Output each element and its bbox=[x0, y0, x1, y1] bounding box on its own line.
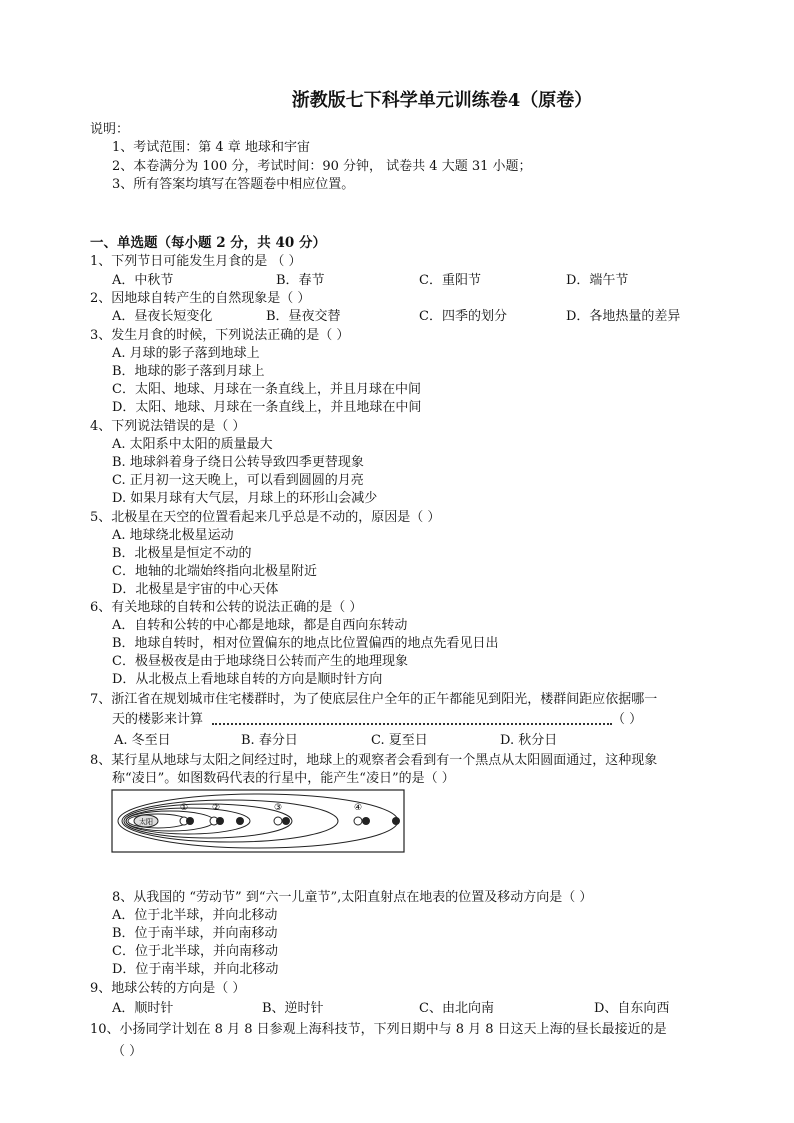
option: D．从北极点上看地球自转的方向是顺时针方向 bbox=[112, 672, 383, 687]
option: C．重阳节 bbox=[419, 273, 481, 288]
sun-label: 太阳 bbox=[139, 818, 153, 826]
planet-icon bbox=[216, 817, 224, 825]
option: A．昼夜长短变化 bbox=[112, 309, 213, 324]
option: B. 地球斜着身子绕日公转导致四季更替现象 bbox=[112, 455, 364, 470]
option: C．极昼极夜是由于地球绕日公转而产生的地理现象 bbox=[112, 654, 408, 669]
option: A．中秋节 bbox=[112, 273, 174, 288]
answer-paren: （ ） bbox=[612, 712, 643, 727]
question-stem: 8、某行星从地球与太阳之间经过时，地球上的观察者会看到有一个黑点从太阳圆面通过，这种现象 bbox=[90, 753, 658, 768]
question-stem: 10、小扬同学计划在 8 月 8 日参观上海科技节，下列日期中与 8 月 8 日这天上海的昼长最接近的是 bbox=[90, 1022, 667, 1037]
planet-number: ④ bbox=[353, 803, 363, 813]
question-stem: 8、从我国的 “劳动节” 到“六一儿童节”,太阳直射点在地表的位置及移动方向是（ ） bbox=[112, 890, 593, 905]
answer-paren: （ ） bbox=[112, 1044, 143, 1059]
option: D. 如果月球有大气层，月球上的环形山会减少 bbox=[112, 491, 378, 506]
option: B．地球自转时，相对位置偏东的地点比位置偏西的地点先看见日出 bbox=[112, 636, 499, 651]
solar-system-figure bbox=[110, 788, 406, 854]
option: C. 正月初一这天晚上，可以看到圆圆的月亮 bbox=[112, 473, 364, 488]
planet-icon bbox=[236, 817, 244, 825]
section-heading: 一、单选题（每小题 2 分，共 40 分） bbox=[90, 235, 326, 251]
question-stem: 2、因地球自转产生的自然现象是（ ） bbox=[90, 291, 311, 306]
option: C．太阳、地球、月球在一条直线上，并且月球在中间 bbox=[112, 382, 421, 397]
option: C．地轴的北端始终指向北极星附近 bbox=[112, 564, 317, 579]
option: C．位于北半球，并向南移动 bbox=[112, 944, 278, 959]
question-stem: 5、北极星在天空的位置看起来几乎总是不动的，原因是（ ） bbox=[90, 510, 441, 525]
planet-icon bbox=[354, 817, 362, 825]
question-stem: 3、发生月食的时候，下列说法正确的是（ ） bbox=[90, 328, 350, 343]
option: B．昼夜交替 bbox=[266, 309, 341, 324]
option: B．位于南半球，并向南移动 bbox=[112, 926, 278, 941]
option: D．端午节 bbox=[566, 273, 629, 288]
planet-icon bbox=[274, 817, 282, 825]
note-item: 3、所有答案均填写在答题卷中相应位置。 bbox=[112, 177, 355, 192]
question-stem: 1、下列节日可能发生月食的是 （ ） bbox=[90, 254, 302, 269]
option: B．春节 bbox=[276, 273, 325, 288]
option: D．太阳、地球、月球在一条直线上，并且地球在中间 bbox=[112, 400, 422, 415]
planet-icon bbox=[362, 817, 370, 825]
question-stem: 9、地球公转的方向是（ ） bbox=[90, 981, 246, 996]
option: B．地球的影子落到月球上 bbox=[112, 364, 265, 379]
option: A. 月球的影子落到地球上 bbox=[112, 346, 260, 361]
option: D．北极星是宇宙的中心天体 bbox=[112, 582, 279, 597]
option: B. 春分日 bbox=[241, 733, 298, 748]
option: C．四季的划分 bbox=[419, 309, 507, 324]
option: A．顺时针 bbox=[112, 1001, 174, 1016]
question-stem: 6、有关地球的自转和公转的说法正确的是（ ） bbox=[90, 600, 363, 615]
page-title: 浙教版七下科学单元训练卷4（原卷） bbox=[291, 90, 593, 111]
option: A. 太阳系中太阳的质量最大 bbox=[112, 437, 273, 452]
option: A．自转和公转的中心都是地球，都是自西向东转动 bbox=[112, 618, 408, 633]
option: A. 冬至日 bbox=[114, 733, 171, 748]
question-stem-cont: 称“凌日”。如图数码代表的行星中，能产生“凌日”的是（ ） bbox=[112, 771, 455, 786]
question-stem-cont: 天的楼影来计算 bbox=[112, 712, 204, 727]
note-item: 2、本卷满分为 100 分，考试时间：90 分钟， 试卷共 4 大题 31 小题； bbox=[112, 159, 532, 174]
option: D．位于南半球，并向北移动 bbox=[112, 962, 279, 977]
planet-number: ③ bbox=[273, 803, 283, 813]
option: D、自东向西 bbox=[594, 1001, 670, 1016]
option: D. 秋分日 bbox=[500, 733, 558, 748]
planet-icon bbox=[186, 817, 194, 825]
option: A．位于北半球，并向北移动 bbox=[112, 908, 278, 923]
option: C、由北向南 bbox=[419, 1001, 494, 1016]
option: A. 地球绕北极星运动 bbox=[112, 528, 234, 543]
option: C. 夏至日 bbox=[371, 733, 428, 748]
question-stem: 7、浙江省在规划城市住宅楼群时，为了使底层住户全年的正午都能见到阳光，楼群间距应依据哪一 bbox=[90, 692, 658, 707]
question-stem: 4、下列说法错误的是（ ） bbox=[90, 419, 246, 434]
note-item: 1、考试范围：第 4 章 地球和宇宙 bbox=[112, 140, 310, 155]
option: B、逆时针 bbox=[262, 1001, 324, 1016]
notes-label: 说明： bbox=[90, 122, 130, 137]
option: B．北极星是恒定不动的 bbox=[112, 546, 252, 561]
planet-icon bbox=[282, 817, 290, 825]
dotted-leader bbox=[212, 717, 612, 725]
planet-icon bbox=[392, 817, 400, 825]
option: D．各地热量的差异 bbox=[566, 309, 681, 324]
planet-number: ② bbox=[211, 803, 221, 813]
planet-number: ① bbox=[179, 803, 189, 813]
